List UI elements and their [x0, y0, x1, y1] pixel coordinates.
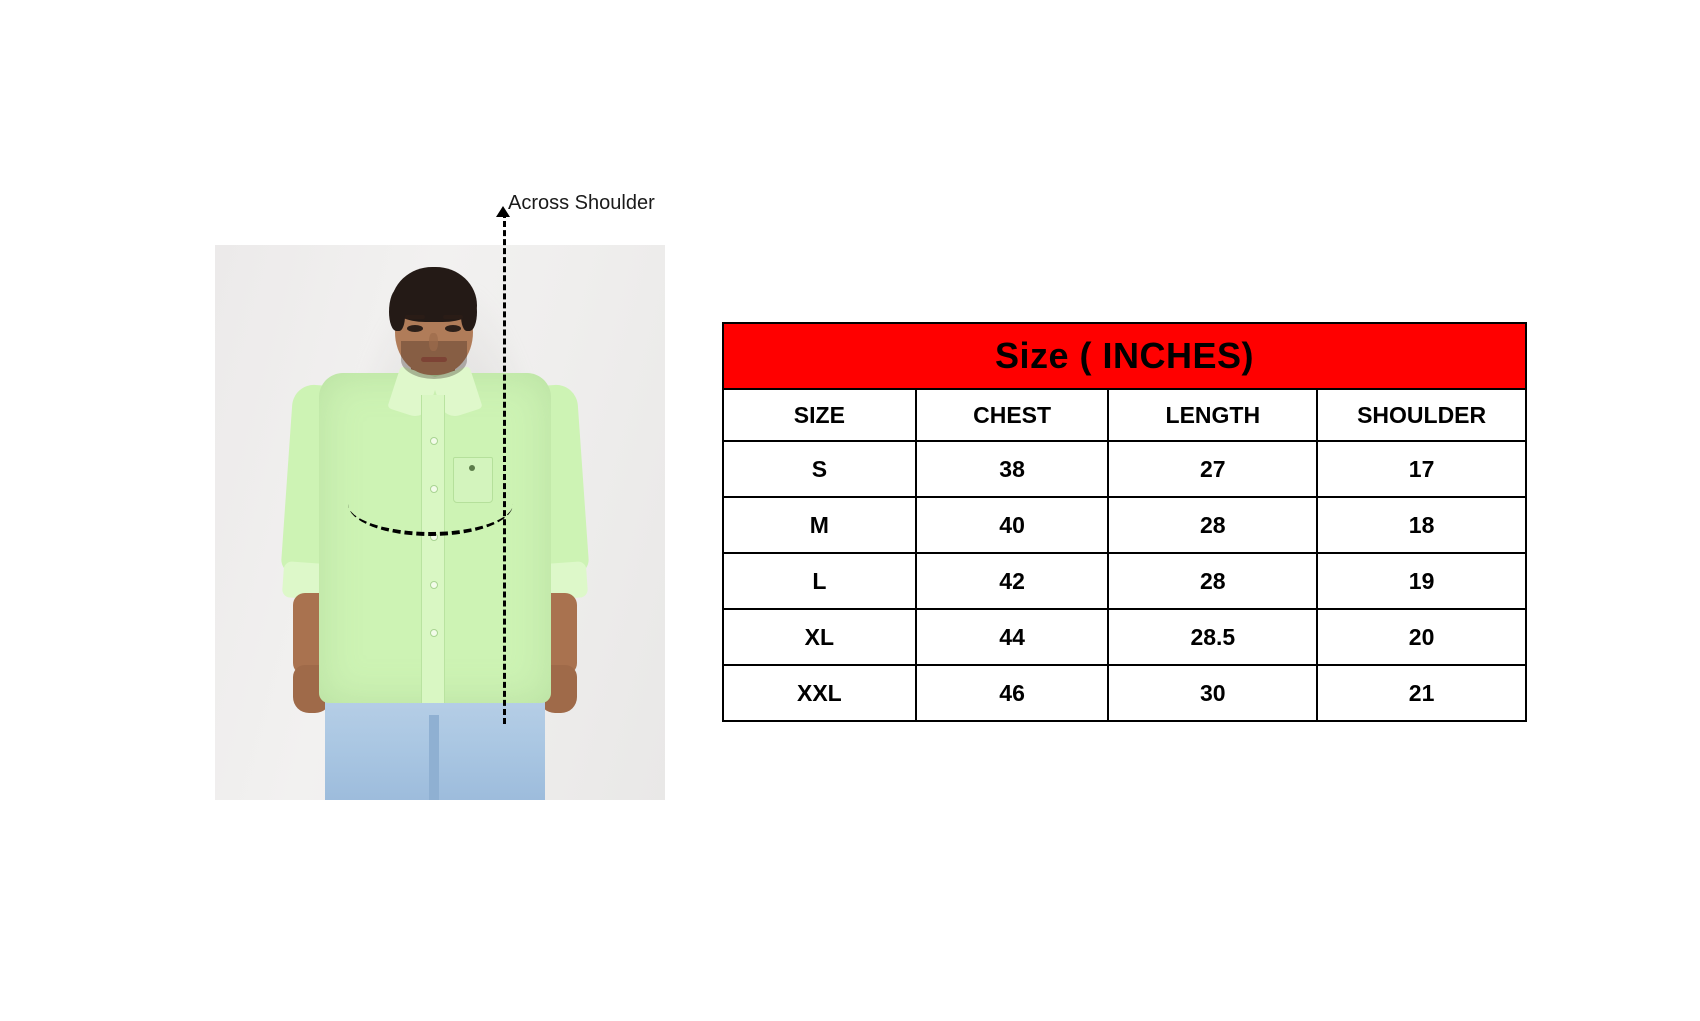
cell-length: 27 — [1108, 441, 1317, 497]
table-row — [723, 497, 1526, 553]
cell-shoulder: 20 — [1317, 609, 1526, 665]
cell-length: 28 — [1108, 553, 1317, 609]
model-hair-side-left — [389, 289, 405, 331]
table-row — [723, 441, 1526, 497]
chest-measure-line — [348, 472, 513, 536]
shirt-button — [430, 581, 438, 589]
cell-shoulder: 19 — [1317, 553, 1526, 609]
shoulder-measure-line — [503, 212, 506, 724]
shirt-button — [430, 437, 438, 445]
model-eyebrow-right — [443, 315, 463, 319]
model-hair-side-right — [461, 289, 477, 331]
cell-size: M — [723, 497, 916, 553]
pocket-logo-icon — [469, 465, 475, 471]
cell-shoulder: 21 — [1317, 665, 1526, 721]
size-chart-title: Size ( INCHES) — [723, 323, 1526, 389]
cell-length: 28.5 — [1108, 609, 1317, 665]
cell-size: L — [723, 553, 916, 609]
model-eyebrow-left — [405, 315, 425, 319]
model-eye-left — [407, 325, 423, 332]
column-header-size: SIZE — [723, 389, 916, 441]
cell-chest: 38 — [916, 441, 1109, 497]
across-shoulder-label: Across Shoulder — [508, 192, 655, 214]
cell-size: S — [723, 441, 916, 497]
cell-size: XXL — [723, 665, 916, 721]
model-mouth — [421, 357, 447, 362]
column-header-length: LENGTH — [1108, 389, 1317, 441]
size-chart-title-row — [723, 323, 1526, 389]
model-nose — [429, 333, 438, 351]
table-row — [723, 609, 1526, 665]
cell-length: 28 — [1108, 497, 1317, 553]
cell-chest: 42 — [916, 553, 1109, 609]
size-chart-table — [722, 322, 1527, 722]
cell-chest: 44 — [916, 609, 1109, 665]
table-row — [723, 553, 1526, 609]
cell-length: 30 — [1108, 665, 1317, 721]
table-row — [723, 665, 1526, 721]
cell-chest: 40 — [916, 497, 1109, 553]
cell-shoulder: 18 — [1317, 497, 1526, 553]
cell-size: XL — [723, 609, 916, 665]
column-header-shoulder: SHOULDER — [1317, 389, 1526, 441]
cell-shoulder: 17 — [1317, 441, 1526, 497]
column-header-chest: CHEST — [916, 389, 1109, 441]
cell-chest: 46 — [916, 665, 1109, 721]
model-eye-right — [445, 325, 461, 332]
size-chart — [722, 322, 1527, 722]
jeans-center-seam — [429, 715, 439, 800]
size-chart-header-row — [723, 389, 1526, 441]
shirt-button — [430, 629, 438, 637]
